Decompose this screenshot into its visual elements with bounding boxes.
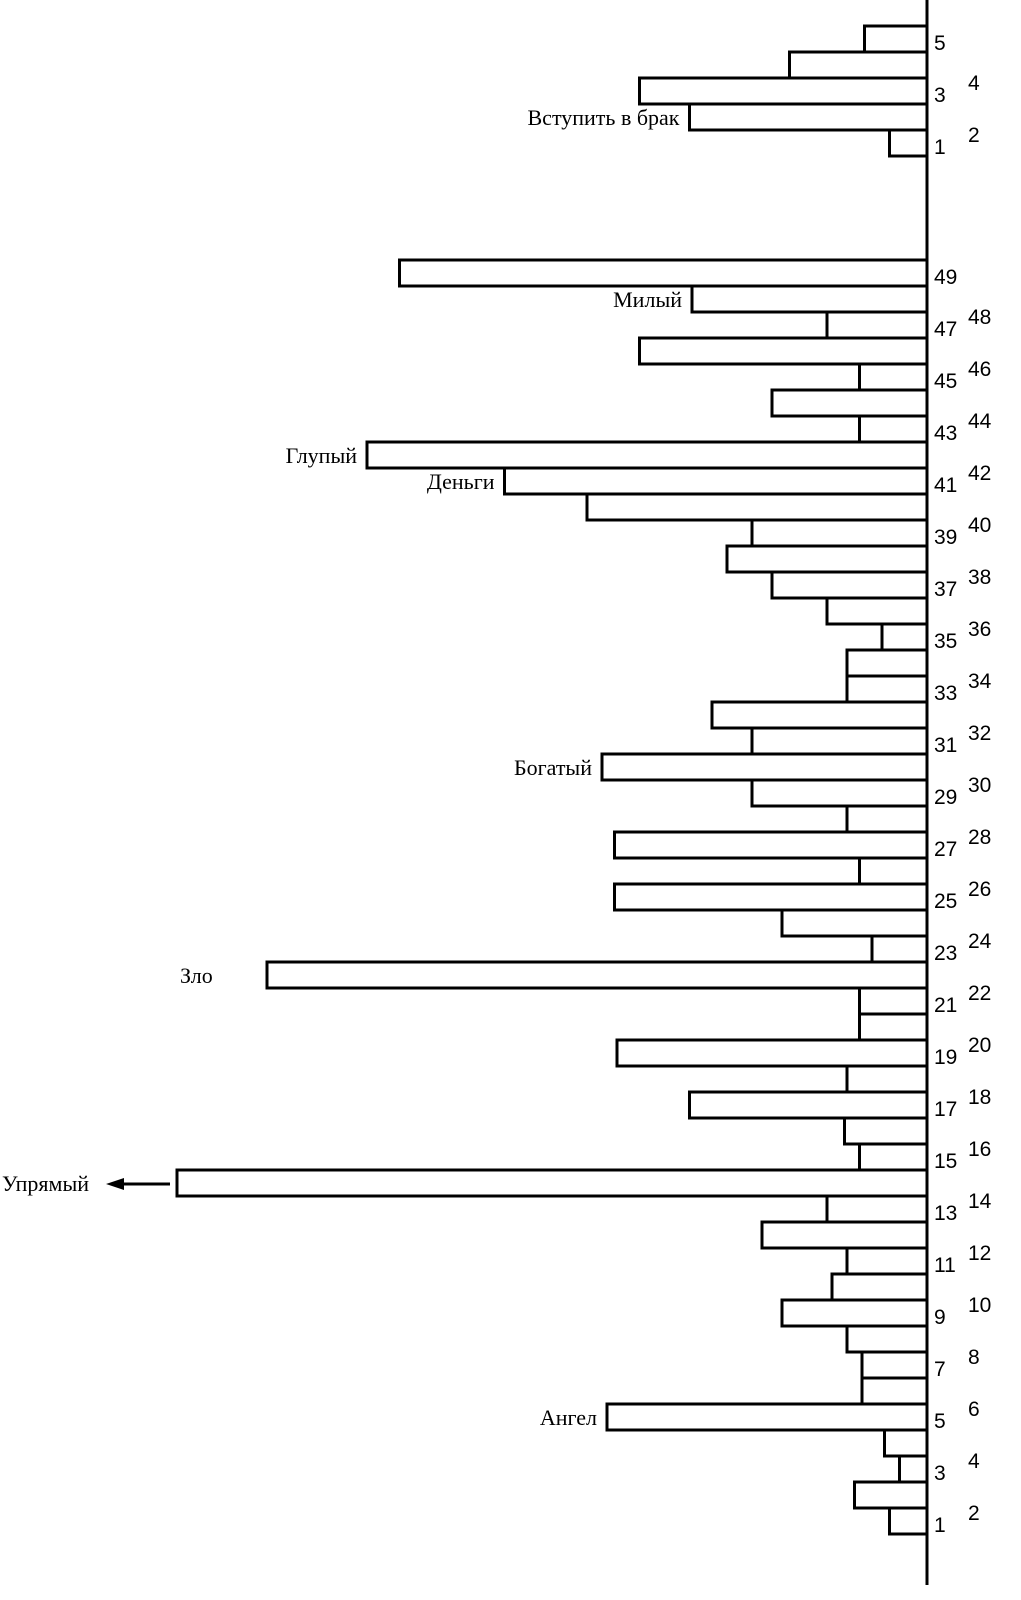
bar-g2-17	[690, 1092, 928, 1118]
bar-g1-3	[640, 78, 928, 104]
annotation-label: Вступить в брак	[527, 105, 680, 130]
bar-g2-26	[860, 858, 928, 884]
tick-label: 22	[968, 982, 992, 1005]
tick-label: 20	[968, 1034, 992, 1057]
tick-label: 38	[968, 566, 992, 589]
annotation-label: Зло	[180, 963, 213, 988]
tick-label: 39	[934, 526, 958, 549]
tick-label: 3	[934, 84, 946, 107]
bar-g2-42	[367, 442, 927, 468]
tick-label: 37	[934, 578, 958, 601]
bar-g2-18	[847, 1066, 927, 1092]
bar-g1-2	[690, 104, 928, 130]
tick-label: 5	[934, 32, 946, 55]
bar-g2-35	[882, 624, 927, 650]
annotations-layer	[2, 105, 682, 1430]
tick-label: 36	[968, 618, 992, 641]
bar-g1-1	[890, 130, 928, 156]
bar-g2-7	[862, 1352, 927, 1378]
bar-g2-16	[845, 1118, 928, 1144]
bar-g2-19	[617, 1040, 927, 1066]
bar-g2-27	[615, 832, 928, 858]
tick-label: 17	[934, 1098, 958, 1121]
bar-g2-40	[587, 494, 927, 520]
tick-label: 12	[968, 1242, 992, 1265]
tick-label: 31	[934, 734, 958, 757]
bar-g2-8	[847, 1326, 927, 1352]
bar-g2-36	[827, 598, 927, 624]
tick-label: 25	[934, 890, 958, 913]
tick-label: 49	[934, 266, 958, 289]
annotation-label: Богатый	[513, 755, 592, 780]
bar-g2-41	[505, 468, 928, 494]
tick-label: 23	[934, 942, 958, 965]
tick-label: 1	[934, 1514, 946, 1537]
tick-label: 42	[968, 462, 992, 485]
tick-label: 3	[934, 1462, 946, 1485]
tick-label: 47	[934, 318, 958, 341]
bar-g2-31	[752, 728, 927, 754]
tick-label: 9	[934, 1306, 946, 1329]
bar-g2-44	[772, 390, 927, 416]
tick-label: 28	[968, 826, 992, 849]
tick-label: 6	[968, 1398, 980, 1421]
bar-g2-20	[860, 1014, 928, 1040]
bar-g2-30	[602, 754, 927, 780]
bar-g2-43	[860, 416, 928, 442]
bar-g2-25	[615, 884, 928, 910]
bar-g2-32	[712, 702, 927, 728]
bars-layer	[177, 26, 927, 1534]
bar-g2-11	[847, 1248, 927, 1274]
annotation-label: Милый	[613, 287, 682, 312]
annotation-label: Упрямый	[2, 1171, 90, 1196]
bar-g2-21	[860, 988, 928, 1014]
tick-label: 15	[934, 1150, 958, 1173]
tick-label: 32	[968, 722, 992, 745]
bar-g2-39	[752, 520, 927, 546]
tick-label: 41	[934, 474, 958, 497]
bar-g2-24	[782, 910, 927, 936]
tick-label: 13	[934, 1202, 958, 1225]
tick-label: 1	[934, 136, 946, 159]
tick-label: 8	[968, 1346, 980, 1369]
tick-label: 2	[968, 1502, 980, 1525]
bar-g2-12	[762, 1222, 927, 1248]
bar-g2-34	[847, 650, 927, 676]
bar-g2-3	[900, 1456, 928, 1482]
tick-label: 29	[934, 786, 958, 809]
tick-label: 35	[934, 630, 958, 653]
tick-label: 45	[934, 370, 958, 393]
annotation-label: Глупый	[285, 443, 357, 468]
bar-g2-5	[607, 1404, 927, 1430]
bar-g2-28	[847, 806, 927, 832]
bar-g2-6	[862, 1378, 927, 1404]
bar-g2-29	[752, 780, 927, 806]
tick-label: 30	[968, 774, 992, 797]
annotation-label: Деньги	[426, 469, 495, 494]
bar-g2-45	[860, 364, 928, 390]
tick-label: 14	[968, 1190, 992, 1213]
bar-g2-46	[640, 338, 928, 364]
bar-g2-9	[782, 1300, 927, 1326]
tick-labels-layer	[934, 32, 992, 1537]
tick-label: 40	[968, 514, 992, 537]
arrow-icon	[106, 1178, 124, 1190]
tick-label: 44	[968, 410, 992, 433]
tick-label: 18	[968, 1086, 992, 1109]
tick-label: 5	[934, 1410, 946, 1433]
bar-g2-22	[267, 962, 927, 988]
bar-g2-23	[872, 936, 927, 962]
tick-label: 10	[968, 1294, 992, 1317]
tick-label: 46	[968, 358, 992, 381]
tick-label: 16	[968, 1138, 992, 1161]
tick-label: 11	[934, 1254, 956, 1277]
bar-g2-37	[772, 572, 927, 598]
bar-g2-33	[847, 676, 927, 702]
bar-g2-10	[832, 1274, 927, 1300]
bar-g2-49	[400, 260, 928, 286]
bar-g2-14	[177, 1170, 927, 1196]
bar-g2-2	[855, 1482, 928, 1508]
tick-label: 21	[934, 994, 958, 1017]
tick-label: 48	[968, 306, 992, 329]
tick-label: 26	[968, 878, 992, 901]
bar-g2-48	[692, 286, 927, 312]
bar-g2-15	[860, 1144, 928, 1170]
bar-g2-4	[885, 1430, 928, 1456]
bar-g1-4	[790, 52, 928, 78]
tick-label: 7	[934, 1358, 946, 1381]
tick-label: 4	[968, 72, 980, 95]
tick-label: 24	[968, 930, 992, 953]
bar-g2-38	[727, 546, 927, 572]
bar-g2-47	[827, 312, 927, 338]
bar-g2-1	[890, 1508, 928, 1534]
tick-label: 27	[934, 838, 958, 861]
tick-label: 43	[934, 422, 958, 445]
annotation-label: Ангел	[539, 1405, 597, 1430]
bar-g2-13	[827, 1196, 927, 1222]
tick-label: 33	[934, 682, 958, 705]
tick-label: 19	[934, 1046, 958, 1069]
tick-label: 34	[968, 670, 992, 693]
tick-label: 4	[968, 1450, 980, 1473]
bar-g1-5	[865, 26, 928, 52]
tick-label: 2	[968, 124, 980, 147]
